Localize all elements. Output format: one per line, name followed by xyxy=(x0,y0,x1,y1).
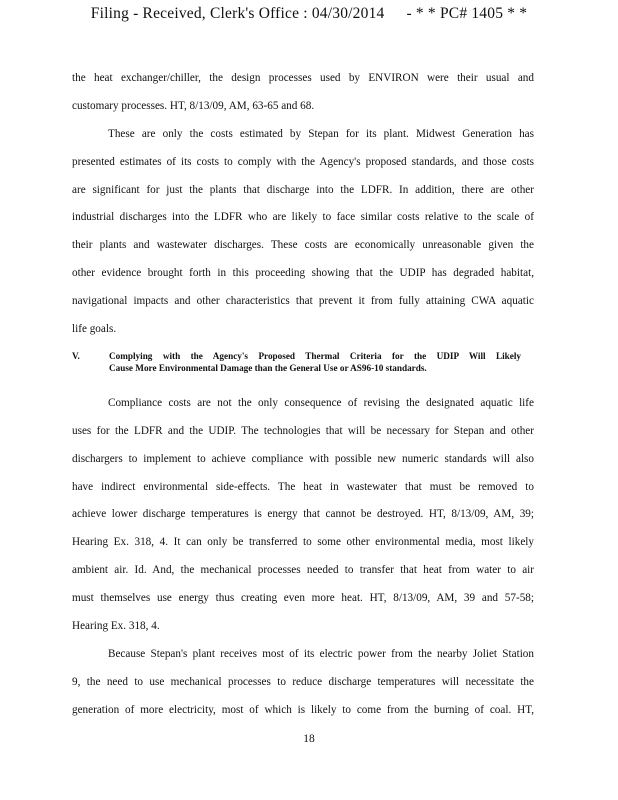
text-line: are significant for just the plants that discharge into the LDFR. In addition, there are other xyxy=(72,183,534,196)
section-heading xyxy=(72,348,534,394)
filing-stamp-left: Filing - Received, Clerk's Office : 04/30/2014 xyxy=(90,5,385,22)
text-line: ambient air. Id. And, the mechanical processes needed to transfer that heat from water to air xyxy=(72,564,534,577)
text-line: must themselves use energy thus creating even more heat. HT, 8/13/09, AM, 39 and 57-58; xyxy=(72,592,534,605)
text-line: customary processes. HT, 8/13/09, AM, 63-65 and 68. xyxy=(72,99,315,112)
filing-stamp-header xyxy=(0,5,618,23)
filing-stamp-right: - * * PC# 1405 * * xyxy=(406,5,528,22)
text-line: Compliance costs are not the only consequence of revising the designated aquatic life xyxy=(108,396,534,409)
text-line: other evidence brought forth in this proceeding showing that the UDIP has degraded habitat, xyxy=(72,267,534,280)
text-line: uses for the LDFR and the UDIP. The technologies that will be necessary for Stepan and other xyxy=(72,424,534,437)
section-number: V. xyxy=(72,350,80,361)
page-number: 18 xyxy=(303,733,315,745)
section-heading-line: Cause More Environmental Damage than the General Use or AS96-10 standards. xyxy=(109,362,427,373)
text-line: dischargers to implement to achieve compliance with possible new numeric standards will also xyxy=(72,452,534,465)
text-line: Hearing Ex. 318, 4. xyxy=(72,620,160,633)
text-line: achieve lower discharge temperatures is energy that cannot be destroyed. HT, 8/13/09, AM, 39; xyxy=(72,508,534,521)
section-heading-line: Complying with the Agency's Proposed Thermal Criteria for the UDIP Will Likely xyxy=(109,350,521,361)
text-line: have indirect environmental side-effects. The heat in wastewater that must be removed to xyxy=(72,480,534,493)
text-line: the heat exchanger/chiller, the design processes used by ENVIRON were their usual and xyxy=(72,72,534,84)
text-line: 9, the need to use mechanical processes to reduce discharge temperatures will necessitate the xyxy=(72,675,534,688)
text-line: generation of more electricity, most of which is likely to come from the burning of coal. HT, xyxy=(72,703,534,716)
text-line: life goals. xyxy=(72,323,117,336)
text-line: industrial discharges into the LDFR who are likely to face similar costs relative to the scale of xyxy=(72,211,534,224)
text-line: Because Stepan's plant receives most of its electric power from the nearby Joliet Station xyxy=(108,647,534,660)
text-line: navigational impacts and other characteristics that prevent it from fully attaining CWA aquatic xyxy=(72,295,534,308)
body-text xyxy=(72,69,534,729)
text-line: These are only the costs estimated by Stepan for its plant. Midwest Generation has xyxy=(108,127,534,140)
text-line: Hearing Ex. 318, 4. It can only be transferred to some other environmental media, most likely xyxy=(72,536,534,549)
text-line: presented estimates of its costs to comply with the Agency's proposed standards, and those costs xyxy=(72,155,534,168)
text-line: their plants and wastewater discharges. These costs are economically unreasonable given the xyxy=(72,239,534,252)
